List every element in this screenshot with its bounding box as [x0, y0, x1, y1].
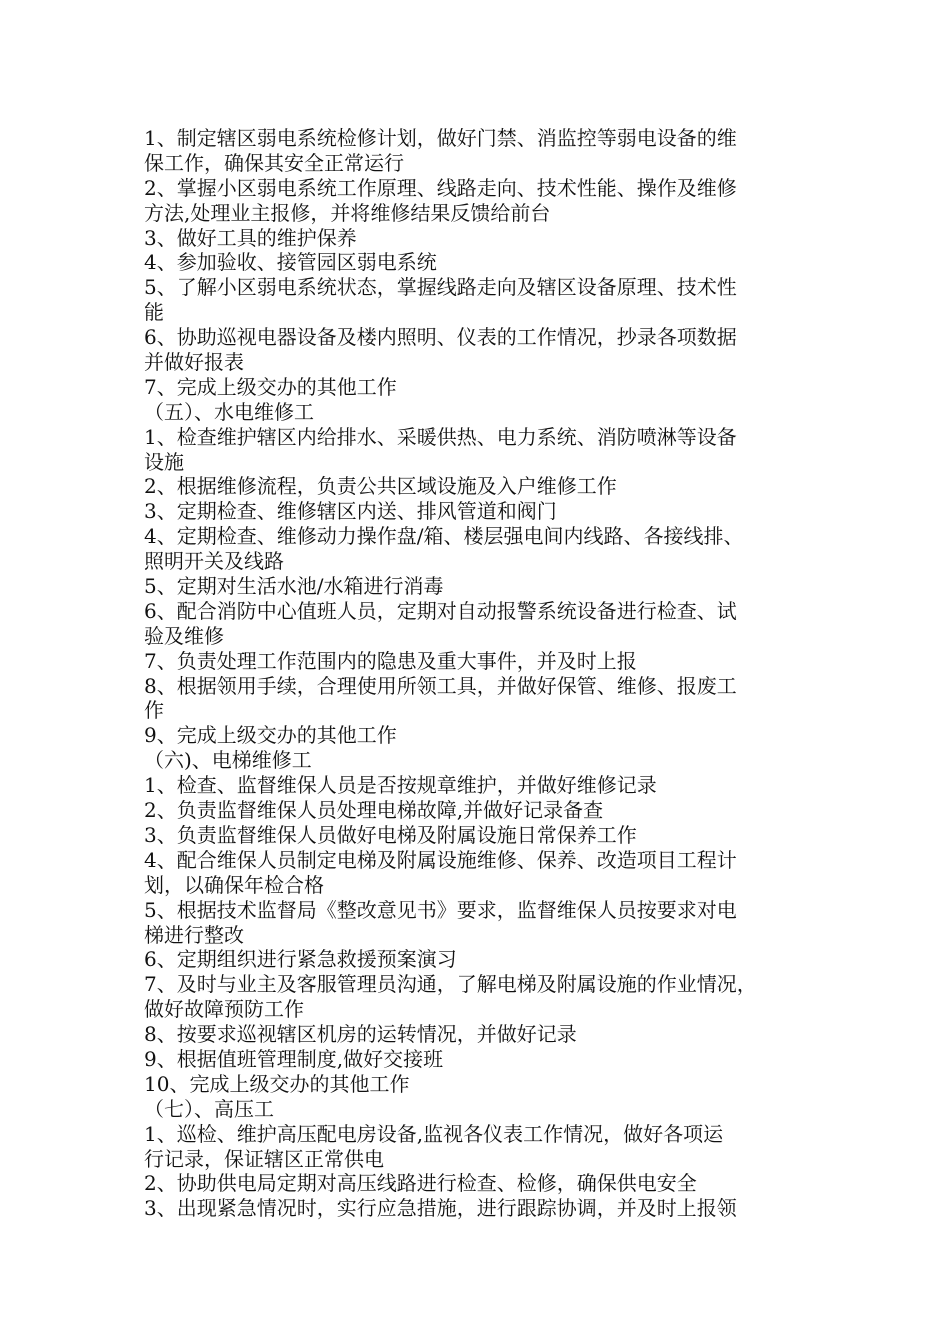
text-line: 做好故障预防工作 [144, 997, 304, 1022]
text-line: 1、检查、监督维保人员是否按规章维护，并做好维修记录 [144, 773, 657, 798]
text-line: 5、定期对生活水池/水箱进行消毒 [144, 574, 444, 599]
text-line: 设施 [144, 449, 184, 474]
text-line: 2、协助供电局定期对高压线路进行检查、检修，确保供电安全 [144, 1171, 697, 1196]
text-line: 7、完成上级交办的其他工作 [144, 374, 397, 399]
text-line: 7、负责处理工作范围内的隐患及重大事件，并及时上报 [144, 648, 637, 673]
text-line: 9、根据值班管理制度,做好交接班 [144, 1046, 444, 1071]
text-line: 划，以确保年检合格 [144, 872, 324, 897]
text-line: 1、检查维护辖区内给排水、采暖供热、电力系统、消防喷淋等设备 [144, 424, 737, 449]
text-line: 9、完成上级交办的其他工作 [144, 723, 397, 748]
text-line: 4、参加验收、接管园区弱电系统 [144, 250, 437, 275]
text-line: 3、定期检查、维修辖区内送、排风管道和阀门 [144, 499, 557, 524]
text-line: 3、出现紧急情况时，实行应急措施，进行跟踪协调，并及时上报领 [144, 1196, 737, 1221]
text-line: 4、配合维保人员制定电梯及附属设施维修、保养、改造项目工程计 [144, 847, 737, 872]
section-heading: （五）、水电维修工 [144, 399, 314, 424]
text-line: 方法,处理业主报修，并将维修结果反馈给前台 [144, 200, 551, 225]
text-line: 8、根据领用手续，合理使用所领工具，并做好保管、维修、报废工 [144, 673, 737, 698]
text-line: 验及维修 [144, 623, 224, 648]
text-line: 行记录，保证辖区正常供电 [144, 1146, 384, 1171]
text-line: 6、定期组织进行紧急救援预案演习 [144, 947, 457, 972]
text-line: 3、负责监督维保人员做好电梯及附属设施日常保养工作 [144, 822, 637, 847]
text-line: 5、根据技术监督局《整改意见书》要求，监督维保人员按要求对电 [144, 897, 737, 922]
text-line: 1、制定辖区弱电系统检修计划，做好门禁、消监控等弱电设备的维 [144, 126, 737, 150]
text-line: 保工作，确保其安全正常运行 [144, 150, 404, 175]
text-line: 2、根据维修流程，负责公共区域设施及入户维修工作 [144, 474, 617, 499]
text-line: 并做好报表 [144, 350, 244, 375]
text-line: 照明开关及线路 [144, 549, 284, 574]
text-line: 5、了解小区弱电系统状态，掌握线路走向及辖区设备原理、技术性 [144, 275, 737, 300]
text-line: 1、巡检、维护高压配电房设备,监视各仪表工作情况，做好各项运 [144, 1121, 724, 1146]
text-line: 6、协助巡视电器设备及楼内照明、仪表的工作情况，抄录各项数据 [144, 325, 737, 350]
text-line: 2、负责监督维保人员处理电梯故障,并做好记录备查 [144, 798, 604, 823]
section-heading: （七）、高压工 [144, 1096, 274, 1121]
text-line: 梯进行整改 [144, 922, 244, 947]
text-line: 3、做好工具的维护保养 [144, 225, 357, 250]
text-line: 10、完成上级交办的其他工作 [144, 1071, 410, 1096]
text-line: 作 [144, 698, 164, 723]
text-line: 7、及时与业主及客服管理员沟通，了解电梯及附属设施的作业情况， [144, 972, 757, 997]
section-heading: （六)、电梯维修工 [144, 748, 312, 773]
text-line: 4、定期检查、维修动力操作盘/箱、楼层强电间内线路、各接线排、 [144, 524, 744, 549]
text-line: 6、配合消防中心值班人员，定期对自动报警系统设备进行检查、试 [144, 598, 737, 623]
document-body [144, 126, 834, 1221]
text-line: 2、掌握小区弱电系统工作原理、线路走向、技术性能、操作及维修 [144, 175, 737, 200]
text-line: 能 [144, 300, 164, 325]
text-line: 8、按要求巡视辖区机房的运转情况，并做好记录 [144, 1022, 577, 1047]
